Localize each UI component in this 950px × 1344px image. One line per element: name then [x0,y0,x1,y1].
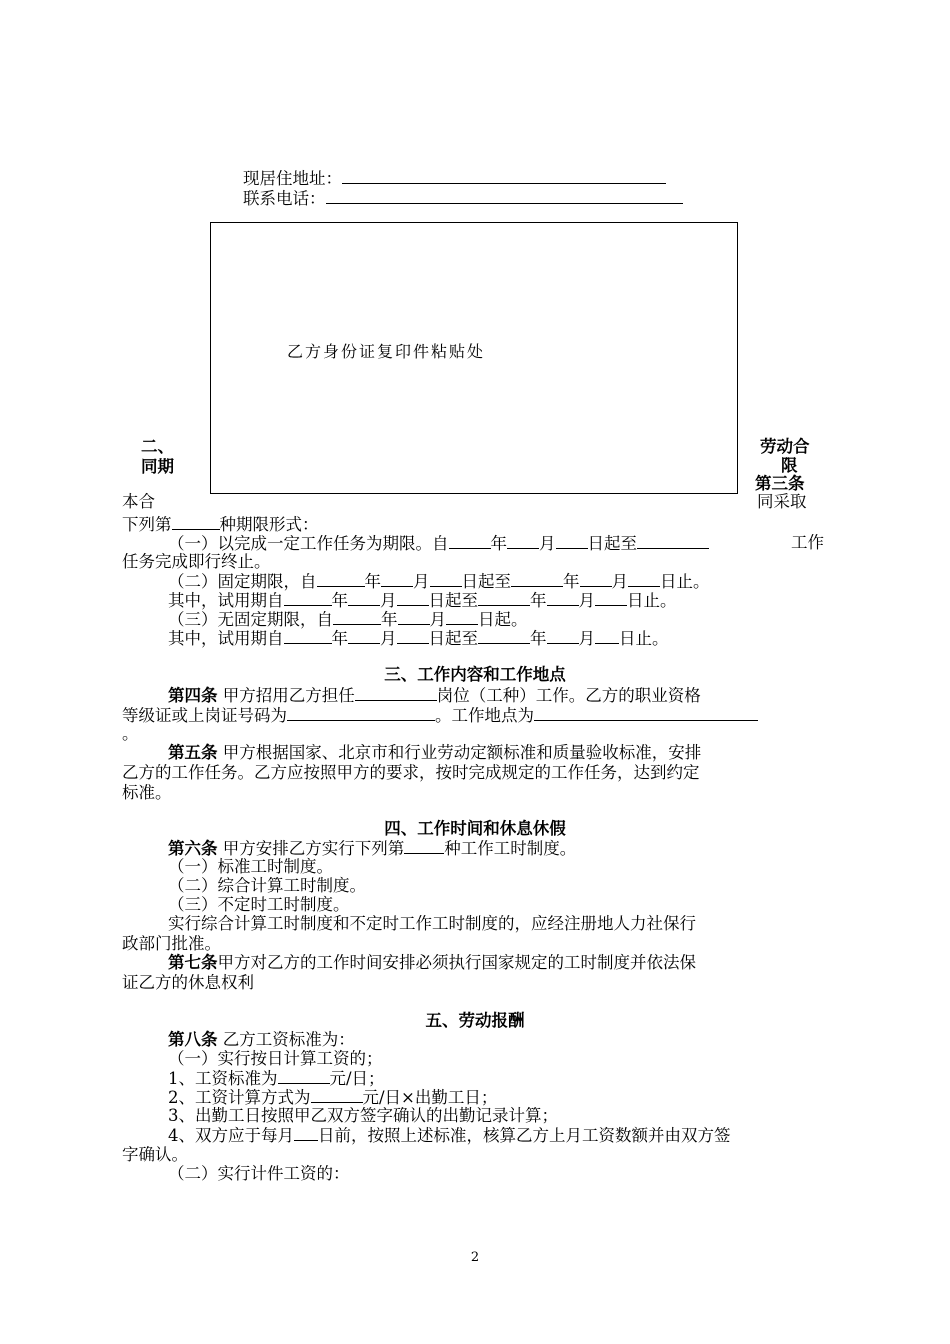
hours-system-blank[interactable] [404,838,444,854]
article-6-line-2: 实行综合计算工时制度和不定时工作工时制度的，应经注册地人力社保行 [168,914,696,933]
blank[interactable] [478,590,530,606]
term-option-1 [168,533,709,554]
right-fragment-1: 劳动合 [760,437,810,456]
work-location-blank[interactable] [534,705,758,721]
blank[interactable] [172,514,220,530]
blank[interactable] [381,571,413,587]
text: 下列第 [122,515,172,534]
term-option-1-tail: 工作 [791,533,824,552]
text: 年 [381,610,398,629]
text: 月 [578,591,595,610]
article-8-item-1 [168,1068,385,1089]
text: 年 [530,591,547,610]
blank[interactable] [430,571,462,587]
text: 日止。 [619,629,669,648]
text: 甲方对乙方的工作时间安排必须执行国家规定的工时制度并依法保 [217,953,696,972]
text: 月 [429,610,446,629]
article-6-option-3: （三）不定时工时制度。 [168,895,350,914]
probation-line-2 [168,628,669,649]
text: 1、工资标准为 [168,1069,278,1088]
term-type-line [122,514,319,535]
address-line [243,168,666,189]
right-fragment-3: 第三条 [755,474,805,493]
text: 4、双方应于每月 [168,1126,294,1145]
article-label: 第四条 [168,686,218,705]
phone-blank[interactable] [326,188,683,204]
id-card-paste-box [210,222,738,494]
article-4-line-1 [168,685,701,706]
article-8-item-4 [168,1125,731,1146]
text: 年 [364,572,381,591]
blank[interactable] [317,571,365,587]
text: 月 [380,591,397,610]
article-label: 第五条 [168,743,218,762]
blank[interactable] [547,628,579,644]
text: 年 [331,629,348,648]
text: 月 [611,572,628,591]
left-fragment-1: 二、 [141,437,174,456]
left-fragment-2: 同期 [141,457,174,476]
text: 其中，试用期自 [168,629,284,648]
text: 年 [563,572,580,591]
text: （三）无固定期限，自 [168,610,333,629]
text: 月 [380,629,397,648]
text: 日前，按照上述标准，核算乙方上月工资数额并由双方签 [318,1126,731,1145]
text: 月 [578,629,595,648]
text: （二）固定期限，自 [168,572,317,591]
blank[interactable] [511,571,563,587]
text: 月 [413,572,430,591]
text: 月 [539,534,556,553]
probation-line-1 [168,590,677,611]
text: 日起至 [428,629,478,648]
text: 元/日； [329,1069,385,1088]
article-8-option-1: （一）实行按日计算工资的； [168,1049,383,1068]
blank[interactable] [595,628,619,644]
article-7-line-2: 证乙方的休息权利 [122,973,254,992]
term-option-2 [168,571,710,592]
article-6-line-1 [168,838,576,859]
text: 甲方安排乙方实行下列第 [222,839,405,858]
article-8-item-4-line2: 字确认。 [122,1145,188,1164]
page-number: 2 [470,1250,480,1265]
article-6-option-2: （二）综合计算工时制度。 [168,876,366,895]
text: 年 [331,591,348,610]
id-box-label: 乙方身份证复印件粘贴处 [287,342,486,361]
blank[interactable] [637,533,709,549]
phone-label: 联系电话： [243,189,326,208]
phone-line [243,188,683,209]
article-6-option-1: （一）标准工时制度。 [168,857,333,876]
text: 年 [490,534,507,553]
daily-wage-blank[interactable] [278,1068,330,1084]
text: 乙方工资标准为： [222,1030,355,1049]
wage-rate-blank[interactable] [311,1087,363,1103]
article-8-line-1 [168,1030,355,1050]
article-6-line-3: 政部门批准。 [122,934,221,953]
text: 甲方招用乙方担任 [222,686,355,705]
section-5-heading: 五、劳动报酬 [425,1011,525,1030]
text: 日止。 [627,591,677,610]
article-4-line-2 [122,705,758,726]
article-5-line-2: 乙方的工作任务。乙方应按照甲方的要求，按时完成规定的工作任务，达到约定 [122,763,700,782]
text: 日起至 [428,591,478,610]
blank[interactable] [348,628,380,644]
text: 等级证或上岗证号码为 [122,706,287,725]
text: 其中，试用期自 [168,591,284,610]
text: （一）以完成一定工作任务为期限。自 [168,534,449,553]
blank[interactable] [449,533,491,549]
blank[interactable] [547,590,579,606]
section-3-heading: 三、工作内容和工作地点 [384,665,566,684]
text: 种工作工时制度。 [444,839,577,858]
article-4-line-3: 。 [122,724,139,743]
text: 2、工资计算方式为 [168,1088,311,1107]
article-label: 第六条 [168,839,218,858]
blank[interactable] [556,533,588,549]
right-fragment-4: 同采取 [757,492,807,511]
blank[interactable] [580,571,612,587]
blank[interactable] [595,590,627,606]
certificate-number-blank[interactable] [287,705,435,721]
article-8-item-2 [168,1087,497,1108]
text: 。工作地点为 [435,706,534,725]
blank[interactable] [478,628,530,644]
blank[interactable] [446,609,478,625]
text: 日起至 [461,572,511,591]
blank[interactable] [507,533,539,549]
term-option-1-line2: 任务完成即行终止。 [122,552,271,571]
text: 岗位（工种）工作。乙方的职业资格 [436,686,701,705]
blank[interactable] [397,628,429,644]
text: 日止。 [660,572,710,591]
left-fragment-3: 本合 [122,492,155,511]
job-position-blank[interactable] [355,685,437,701]
blank[interactable] [348,590,380,606]
blank[interactable] [284,590,332,606]
section-4-heading: 四、工作时间和休息休假 [384,819,566,838]
article-7-line-1 [168,953,696,973]
text: 日起。 [478,610,528,629]
article-8-item-3: 3、出勤工日按照甲乙双方签字确认的出勤记录计算； [168,1106,558,1125]
text: 日起至 [587,534,637,553]
text: 年 [530,629,547,648]
text: 甲方根据国家、北京市和行业劳动定额标准和质量验收标准，安排 [222,743,702,762]
article-5-line-3: 标准。 [122,783,172,802]
text: 元/日×出勤工日； [362,1088,498,1107]
blank[interactable] [628,571,660,587]
article-label: 第七条 [168,953,218,972]
right-fragment-2: 限 [781,456,798,475]
blank[interactable] [397,590,429,606]
address-label: 现居住地址： [243,169,342,188]
blank[interactable] [333,609,381,625]
blank[interactable] [398,609,430,625]
article-8-option-2: （二）实行计件工资的： [168,1164,350,1183]
pay-day-blank[interactable] [294,1125,318,1141]
article-label: 第八条 [168,1030,218,1049]
article-5-line-1 [168,743,701,763]
term-option-3 [168,609,528,630]
text: 种期限形式： [219,515,319,534]
blank[interactable] [284,628,332,644]
address-blank[interactable] [342,168,666,184]
